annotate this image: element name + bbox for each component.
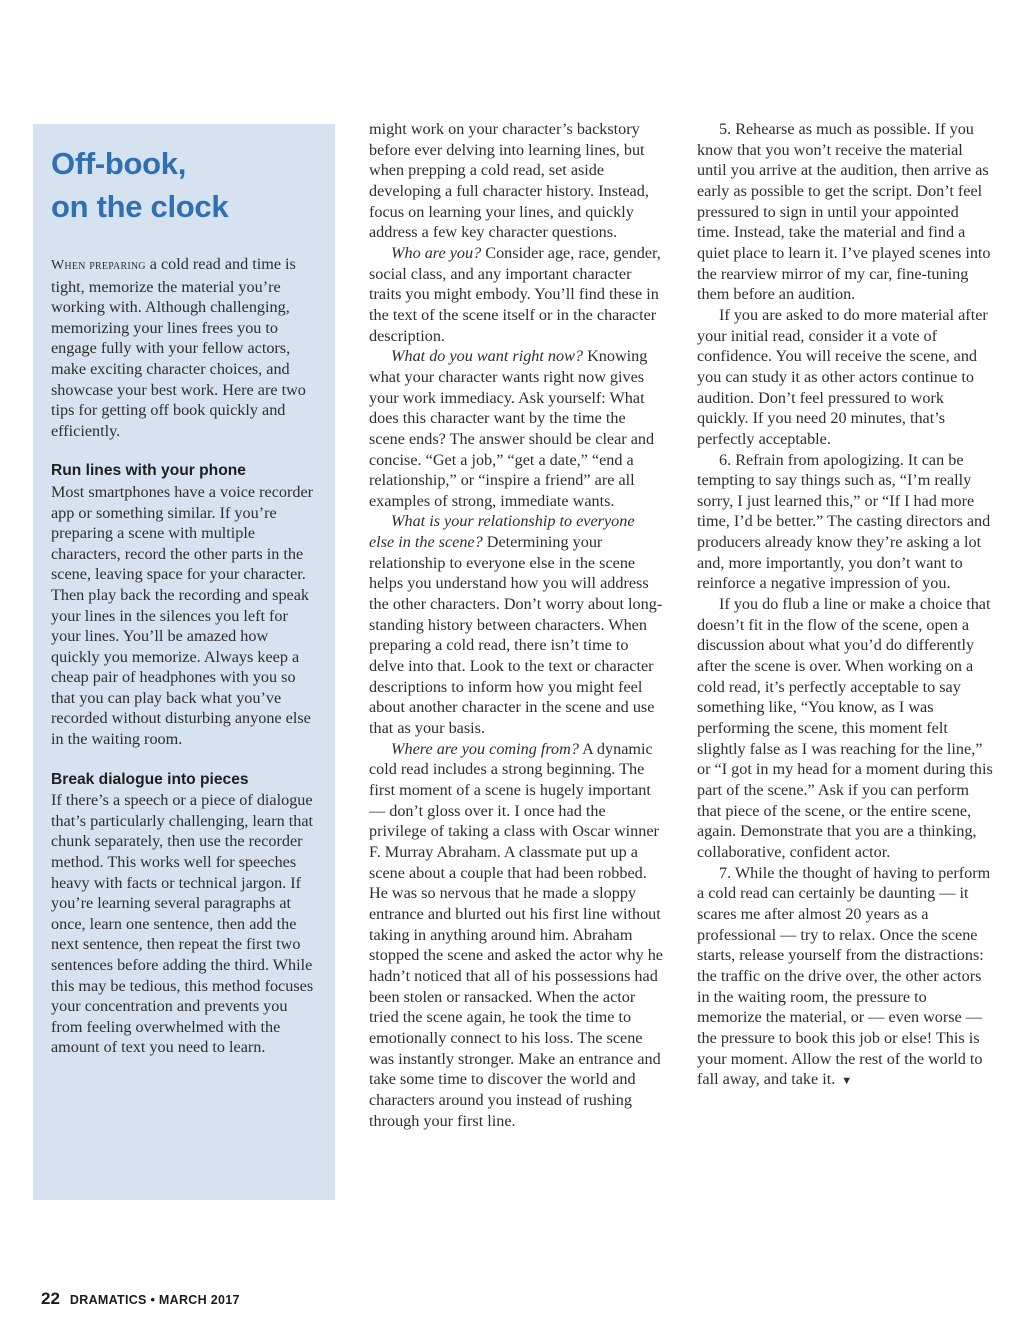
- tip1-text: Most smartphones have a voice recorder app or something similar. If you’re preparing a scene with multiple characters, record the other parts in the scene, leaving space for your character. Then play back the recording and speak your lines in the silences you left for your lines. You’ll be amazed how quickly you memorize. Always keep a cheap pair of headphones with you so that you can play back what you’ve recorded without disturbing anyone else in the waiting room.: [51, 482, 314, 749]
- question-relationship: What is your relationship to everyone else in the scene?: [369, 512, 635, 552]
- page-footer: [41, 1289, 240, 1309]
- sidebar-intro-text: a cold read and time is tight, memorize the material you’re working with. Although challenging, memorizing your lines frees you to engage fully with your fellow actors, make exciting character choices, and showcase your best work. Here are two tips for getting off book quickly and efficiently.: [51, 255, 306, 440]
- tip2-heading: Break dialogue into pieces: [51, 770, 249, 788]
- question-paragraph: [369, 511, 663, 738]
- publication-info: DRAMATICS • MARCH 2017: [69, 1293, 240, 1307]
- paragraph: If you do flub a line or make a choice that doesn’t fit in the flow of the scene, open a discussion about what you’d do differently after the scene is over. When working on a cold read, it’s perfectly acceptable to say something like, “You know, as I was performing the scene, this moment felt slightly false as I was reaching for the line,” or “I got in my head for a moment during this part of the scene.” Ask if you can perform that piece of the scene, or the entire scene, again. Demonstrate that you are a thinking, collaborative, confident actor.: [697, 595, 993, 861]
- question-coming-from-text: A dynamic cold read includes a strong beginning. The first moment of a scene is hugely important — don’t gloss over it. I once had the privilege of taking a class with Oscar winner F. Murray Abraham. A classmate put up a scene about a couple that had been robbed. He was so nervous that he made a sloppy entrance and blurted out his first line without taking in anything around him. Abraham stopped the scene and asked the actor why he hadn’t noticed that all of his possessions had been stolen or ransacked. When the actor tried the scene again, he took the time to emotionally connect to his loss. The scene was instantly stronger. Make an entrance and take some time to discover the world and characters around you instead of rushing through your first line.: [369, 739, 663, 1130]
- sidebar-title-line1: Off-book,: [51, 146, 187, 181]
- question-want-text: Knowing what your character wants right now gives your work immediacy. Ask yourself: What does this character want by the time the scene ends? The answer should be clear and concise. “Get a job,” “get a date,” “end a relationship,” or “inspire a friend” are all examples of strong, immediate wants.: [369, 347, 655, 510]
- question-coming-from: Where are you coming from?: [391, 739, 579, 758]
- paragraph: If you are asked to do more material after your initial read, consider it a vote of confidence. You will receive the scene, and you can study it as other actors continue to audition. Don’t feel pressured to work quickly. If you need 20 minutes, that’s perfectly acceptable.: [697, 305, 988, 448]
- question-paragraph: [369, 243, 663, 346]
- sidebar-title: [51, 142, 317, 228]
- sidebar-intro-lead: When preparing: [51, 258, 146, 273]
- question-paragraph: [369, 346, 663, 511]
- paragraph: might work on your character’s backstory before ever delving into learning lines, but when prepping a cold read, set aside developing a full character history. Instead, focus on learning your lines, and quickly address a few key character questions.: [369, 120, 649, 242]
- tip6-paragraph: 6. Refrain from apologizing. It can be tempting to say things such as, “I’m really sorry, I just learned this,” or “If I had more time, I’d be better.” The casting directors and producers already know they’re asking a lot and, more importantly, you don’t want to reinforce a negative impression of you.: [697, 450, 991, 593]
- question-who-text: Consider age, race, gender, social class, and any important character traits you might embody. You’ll find these in the text of the scene itself or in the character description.: [369, 243, 661, 345]
- tip5-paragraph: 5. Rehearse as much as possible. If you know that you won’t receive the material until you arrive at the audition, then arrive as early as possible to get the script. Don’t feel pressured to sign in until your appointed time. Instead, take the material and find a quiet place to learn it. I’ve played scenes into the rearview mirror of my car, fine-tuning them before an audition.: [697, 120, 991, 304]
- question-want: What do you want right now?: [391, 347, 584, 366]
- question-who: Who are you?: [391, 243, 482, 262]
- question-relationship-text: Determining your relationship to everyone else in the scene helps you understand how you will address the other characters. Don’t worry about long-standing history between characters. When preparing a cold read, there isn’t time to delve into that. Look to the text or character descriptions to inform how you might feel about another character in the scene and use that as your basis.: [369, 533, 663, 738]
- sidebar-box: [33, 124, 335, 1200]
- tip2-text: If there’s a speech or a piece of dialogue that’s particularly challenging, learn that chunk separately, then use the recorder method. This works well for speeches heavy with facts or technical jargon. If you’re learning several paragraphs at once, learn one sentence, then add the next sentence, then repeat the first two sentences before adding the third. While this may be tedious, this method focuses your concentration and prevents you from feeling overwhelmed with the amount of text you need to learn.: [51, 791, 314, 1057]
- end-mark-icon: ▼: [841, 1075, 853, 1088]
- tip1-heading: Run lines with your phone: [51, 462, 246, 480]
- tip7-text: 7. While the thought of having to perform a cold read can certainly be daunting — it scares me after almost 20 years as a professional — try to relax. Once the scene starts, release yourself from the distractions: the traffic on the drive over, the other actors in the waiting room, the pressure to memorize the material, or — even worse — the pressure to book this job or else! This is your moment. Allow the rest of the world to fall away, and take it.: [697, 863, 991, 1089]
- sidebar-title-line2: on the clock: [51, 189, 229, 224]
- page-number: 22: [41, 1289, 60, 1308]
- article-column-middle: [369, 119, 663, 1131]
- sidebar-intro: [51, 254, 317, 441]
- article-column-right: [697, 119, 993, 1092]
- question-paragraph: [369, 739, 663, 1131]
- tip7-paragraph: [697, 863, 993, 1092]
